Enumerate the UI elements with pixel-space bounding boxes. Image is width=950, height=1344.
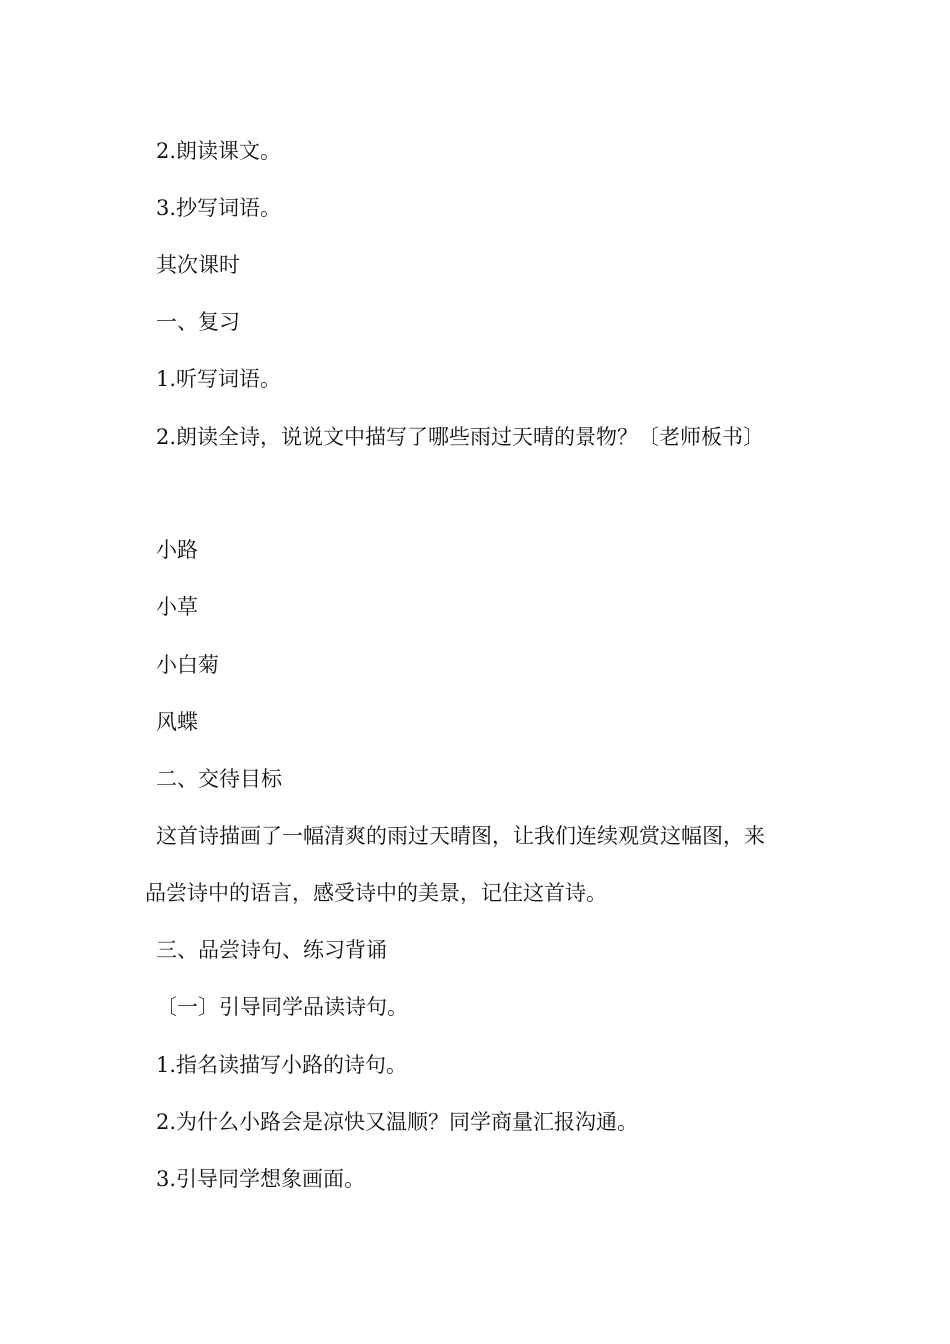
board-item-daisy: 小白菊 [156, 653, 219, 677]
text-line-2: 3.抄写词语。 [156, 196, 282, 220]
paragraph-line-1: 这首诗描画了一幅清爽的雨过天晴图，让我们连续观赏这幅图，来 [156, 824, 765, 848]
text-line-6: 2.朗读全诗，说说文中描写了哪些雨过天晴的景物？〔老师板书〕 [156, 425, 765, 449]
text-line-1: 2.朗读课文。 [156, 139, 282, 163]
paragraph-line-2: 品尝诗中的语言，感受诗中的美景，记住这首诗。 [145, 881, 607, 905]
section-heading-appreciate: 三、品尝诗句、练习背诵 [156, 938, 387, 962]
subsection-heading-1: 〔一〕引导同学品读诗句。 [156, 995, 408, 1019]
section-heading-second-lesson: 其次课时 [156, 253, 240, 277]
board-item-butterfly: 风蝶 [156, 710, 198, 734]
board-item-grass: 小草 [156, 595, 198, 619]
text-line-17: 2.为什么小路会是凉快又温顺？同学商量汇报沟通。 [156, 1110, 639, 1134]
section-heading-review: 一、复习 [156, 310, 240, 334]
text-line-18: 3.引导同学想象画面。 [156, 1167, 366, 1191]
text-line-5: 1.听写词语。 [156, 367, 282, 391]
section-heading-goals: 二、交待目标 [156, 767, 282, 791]
text-line-16: 1.指名读描写小路的诗句。 [156, 1053, 408, 1077]
board-item-path: 小路 [156, 538, 198, 562]
